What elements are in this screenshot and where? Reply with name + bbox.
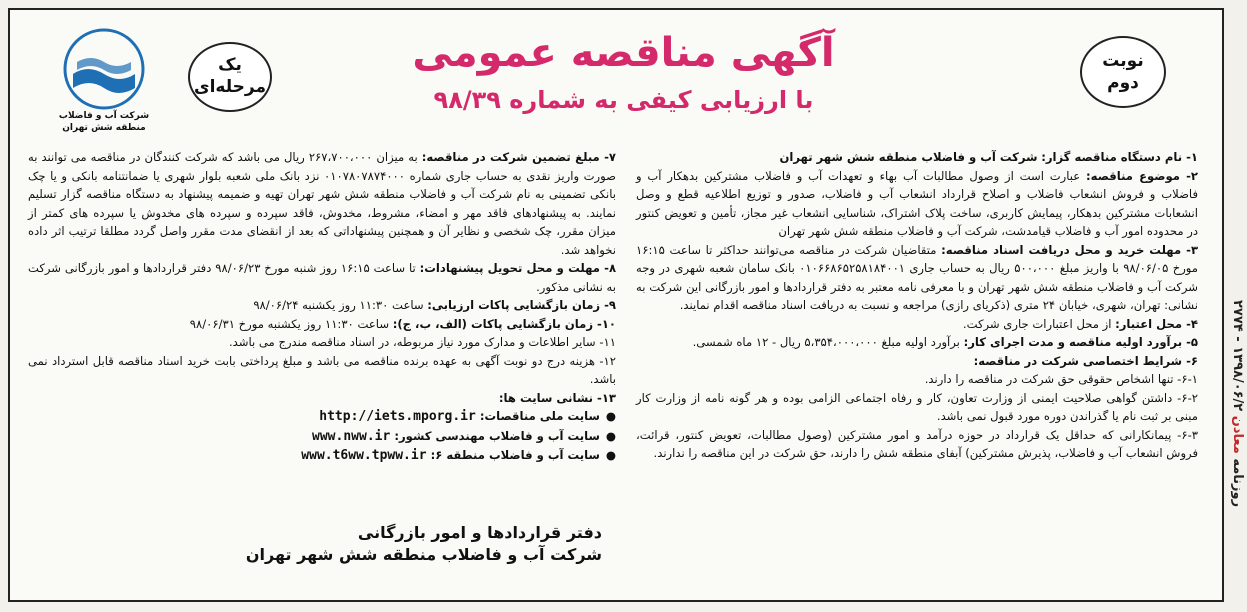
section-13: ۱۳- نشانی سایت ها: <box>498 390 616 405</box>
newspaper-side-label <box>1230 300 1245 507</box>
side-prefix: روزنامه <box>1230 458 1245 508</box>
site-link[interactable]: www.t6ww.tpww.ir <box>301 448 427 463</box>
logo-caption-1: شرکت آب و فاضلاب <box>58 111 150 121</box>
page-subtitle: با ارزیابی کیفی به شماره ۹۸/۳۹ <box>433 86 814 114</box>
logo-caption-2: منطقه شش تهران <box>62 123 146 133</box>
stage-badge-line1: یک <box>218 55 242 75</box>
round-badge-line2: دوم <box>1107 73 1139 93</box>
stage-badge-line2: مرحله‌ای <box>193 77 266 97</box>
section-10: ۱۰- زمان بازگشایی پاکات (الف، ب، ج): ساعت ۱۱:۳۰ روز یکشنبه مورخ ۹۸/۰۶/۳۱ <box>189 316 616 331</box>
bullet-icon: ● <box>605 448 616 462</box>
section-3: ۳- مهلت خرید و محل دریافت اسناد مناقصه: متقاضیان شرکت در مناقصه می‌توانند حداکثر تا ساعت ۱۶:۱۵ مورخ ۹۸/۰۶/۰۵ با واریز مبلغ ۵۰۰،۰۰۰ ریال به حساب جاری ۰۱۰۶۶۸۶۵۲۵۸۱۸۴۰۰۱ بانک سامان شعبه شهری در وجه شرکت آب و فاضلاب منطقه شش شهر تهران و با معرفی نامه معتبر به دفتر قراردادها و امور بازرگانی این شرکت به نشانی: تهران، شهری، خیابان ۲۴ متری (ذکریای رازی) مراجعه و نسبت به دریافت اسناد مناقصه اقدام نمایند. <box>636 242 1199 312</box>
bullet-icon: ● <box>605 428 616 443</box>
section-12: ۱۲- هزینه درج دو نوبت آگهی به عهده برنده مناقصه می باشد و مبلغ پرداختی بابت خرید اسناد مناقصه قابل استرداد نمی باشد. <box>28 353 616 386</box>
signature-line-2: شرکت آب و فاضلاب منطقه شش شهر تهران <box>245 545 602 564</box>
signature-line-1: دفتر قراردادها و امور بازرگانی <box>357 523 602 542</box>
section-7: ۷- مبلغ تضمین شرکت در مناقصه: به میزان ۲۶۷،۷۰۰،۰۰۰ ریال می باشد که شرکت کنندگان در مناقصه می توانند به صورت واریز نقدی به حساب جاری شماره ۰۱۰۷۸۰۷۸۷۴۰۰۰ نزد بانک ملی شعبه بلوار شهری یا ضمانتنامه بانکی و یا چک بانکی تضمینی به نام شرکت آب و فاضلاب منطقه شش شهر تهران تهیه و ضمیمه پیشنهاد به دستگاه مناقصه گزار تسلیم نمایند. به پیشنهادهای فاقد مهر و امضاء، مشروط، مخدوش، فاقد سپرده و سپرده های مخدوش یا سپرده های کمتر از میزان مقرر، چک شخصی و نظایر آن و همچنین پیشنهاداتی که بعد از انقضای مدت مقرر واصل گردد مطلقا ترتیب اثر داده نخواهد شد. <box>28 150 616 257</box>
side-name: معادن <box>1230 415 1245 454</box>
side-issue: ۱۳۹۸/۰۶/۲ - ۲۷۷۴ <box>1230 300 1245 412</box>
left-column <box>28 148 616 466</box>
section-1: ۱- نام دستگاه مناقصه گزار: شرکت آب و فاضلاب منطقه شش شهر تهران <box>779 150 1198 164</box>
section-4: ۴- محل اعتبار: از محل اعتبارات جاری شرکت. <box>962 316 1198 331</box>
site-item: ●سایت آب و فاضلاب مهندسی کشور: www.nww.ir <box>312 428 616 444</box>
site-item: ●سایت آب و فاضلاب منطقه ۶: www.t6ww.tpww.ir <box>301 448 616 463</box>
right-column <box>636 148 1198 463</box>
section-2: ۲- موضوع مناقصه: عبارت است از وصول مطالبات آب بهاء و تعهدات آب و فاضلاب مشترکین بدهکار آب و فاضلاب و فروش انشعاب فاضلاب و اصلاح قرارداد انشعاب آب و فاضلاب، صدور و توزیع اطلاعیه قطع و وصل انشعابات مشترکین بدهکار، پیمایش کاربری، ساخت پلاک اشتراک، شناسایی انشعاب غیر مجاز، تأمین و تعویض کنتور در محدوده امور آب و فاضلاب قیامدشت، شرکت آب و فاضلاب منطقه شش شهر تهران <box>636 168 1198 238</box>
section-6: ۶- شرایط اختصاصی شرکت در مناقصه: <box>973 353 1198 368</box>
section-6-1: ۶-۱- تنها اشخاص حقوقی حق شرکت در مناقصه را دارند. <box>924 372 1198 386</box>
section-9: ۹- زمان بازگشایی پاکات ارزیابی: ساعت ۱۱:۳۰ روز یکشنبه ۹۸/۰۶/۲۴ <box>253 298 616 312</box>
page-title: آگهی مناقصه عمومی <box>412 30 835 76</box>
section-6-2: ۶-۲- داشتن گواهی صلاحیت ایمنی از وزارت تعاون، کار و رفاه اجتماعی الزامی بوده و هر گونه نامه از وزارت کار مبنی بر ثبت نام یا گذراندن دوره مورد قبول نمی باشد. <box>636 390 1198 423</box>
signature-block <box>82 522 602 566</box>
section-5: ۵- برآورد اولیه مناقصه و مدت اجرای کار: برآورد اولیه مبلغ ۵،۳۵۴،۰۰۰،۰۰۰ ریال - ۱۲ ماه شمسی. <box>692 335 1198 349</box>
bullet-icon: ● <box>605 409 616 423</box>
site-link[interactable]: http://iets.mporg.ir <box>319 409 476 424</box>
section-8: ۸- مهلت و محل تحویل پیشنهادات: تا ساعت ۱۶:۱۵ روز شنبه مورخ ۹۸/۰۶/۲۳ دفتر قراردادها و امور بازرگانی شرکت به نشانی مذکور. <box>28 261 617 294</box>
site-list <box>28 407 616 466</box>
round-badge-line1: نوبت <box>1102 51 1144 71</box>
site-item: ●سایت ملی مناقصات: http://iets.mporg.ir <box>319 409 616 424</box>
section-6-3: ۶-۳- پیمانکارانی که حداقل یک قرارداد در حوزه درآمد و امور مشترکین (وصول مطالبات، تعویض کنتور، قرائت، فروش انشعاب آب و فاضلاب، پذیرش مشترکین) آبفای منطقه شش را دارند، حق شرکت در این مناقصه را ندارند. <box>636 427 1198 460</box>
section-11: ۱۱- سایر اطلاعات و مدارک مورد نیاز مربوطه، در اسناد مناقصه مندرج می باشد. <box>228 335 616 349</box>
site-link[interactable]: www.nww.ir <box>312 428 391 444</box>
